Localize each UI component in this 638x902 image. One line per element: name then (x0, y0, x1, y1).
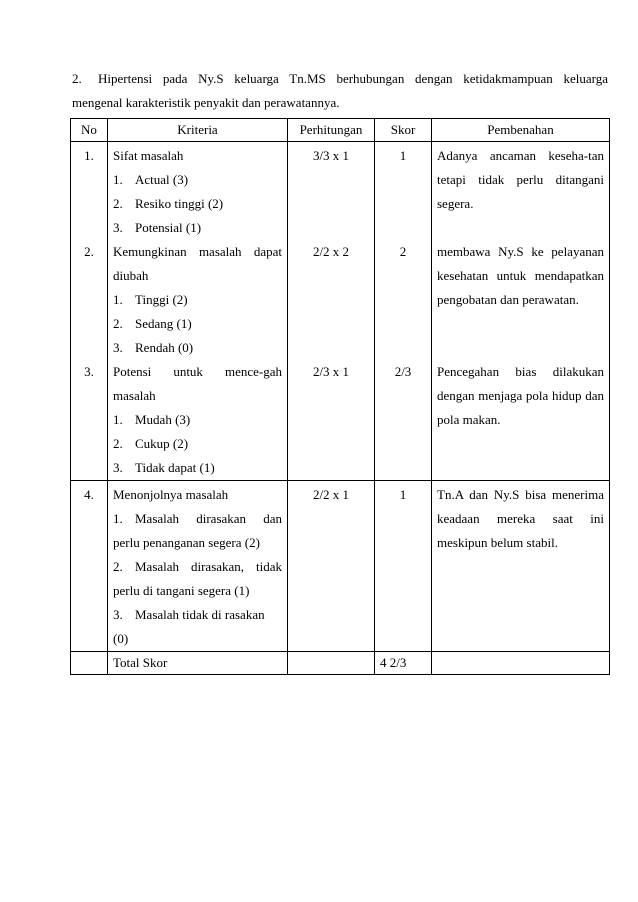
list-item: 3. Potensial (1) (113, 220, 202, 235)
calc-value: 2/3 x 1 (312, 364, 350, 379)
list-item: 3. Tidak dapat (1) (113, 460, 215, 475)
no-cell (71, 142, 108, 481)
calc-value: 2/2 x 2 (312, 244, 350, 259)
calc-value: 2/2 x 1 (312, 487, 350, 502)
criteria-title: Kemungkinan masalah dapat (113, 244, 282, 259)
table-row-4 (71, 481, 610, 652)
score-value: 1 (399, 487, 407, 502)
criteria-title-cont: diubah (113, 268, 149, 283)
note-line: membawa Ny.S ke pelayanan (437, 244, 604, 259)
header-pembenahan: Pembenahan (432, 119, 610, 142)
row-number: 2. (84, 244, 94, 259)
list-item: 1. Actual (3) (113, 172, 189, 187)
row-number: 4. (84, 487, 94, 502)
calc-value: 3/3 x 1 (312, 148, 350, 163)
note-line: segera. (437, 196, 474, 211)
total-label: Total Skor (108, 652, 288, 675)
total-calc-cell (288, 652, 375, 675)
score-cell (375, 481, 432, 652)
criteria-title-cont: masalah (113, 388, 156, 403)
note-line: kesehatan untuk mendapatkan (437, 268, 604, 283)
intro-text-1: Hipertensi pada Ny.S keluarga Tn.MS berhubungan dengan ketidakmampuan keluarga (98, 71, 608, 86)
list-item: 2. Sedang (1) (113, 316, 192, 331)
total-note-cell (432, 652, 610, 675)
note-cell (432, 481, 610, 652)
criteria-title: Sifat masalah (113, 148, 184, 163)
criteria-cell (108, 481, 288, 652)
table-header-row (71, 119, 610, 142)
header-skor: Skor (375, 119, 432, 142)
note-line: keadaan mereka saat ini (437, 511, 604, 526)
header-kriteria: Kriteria (108, 119, 288, 142)
criteria-title: Potensi untuk mence-gah (113, 364, 282, 379)
criteria-cell (108, 142, 288, 481)
note-line: Adanya ancaman keseha-tan (437, 148, 604, 163)
note-line: Tn.A dan Ny.S bisa menerima (437, 487, 604, 502)
table-total-row (71, 652, 610, 675)
intro-paragraph (72, 67, 608, 115)
row-number: 1. (84, 148, 94, 163)
note-line: Pencegahan bias dilakukan (437, 364, 604, 379)
list-item: 1. Tinggi (2) (113, 292, 188, 307)
header-no: No (71, 119, 108, 142)
note-line: tetapi tidak perlu ditangani (437, 172, 604, 187)
intro-number: 2. (72, 71, 82, 86)
list-item: 2. Masalah dirasakan, tidak perlu di tangani segera (1) (113, 559, 282, 598)
note-line: dengan menjaga pola hidup dan (437, 388, 604, 403)
list-item: 2. Cukup (2) (113, 436, 189, 451)
scoring-table (70, 118, 610, 675)
total-value: 4 2/3 (375, 652, 432, 675)
intro-line-1 (72, 67, 608, 91)
list-item: 3. Rendah (0) (113, 340, 194, 355)
note-line: meskipun belum stabil. (437, 535, 558, 550)
no-cell (71, 481, 108, 652)
row-number: 3. (84, 364, 94, 379)
total-no-cell (71, 652, 108, 675)
score-value: 2 (399, 244, 407, 259)
list-item: 3. Masalah tidak di rasakan (0) (113, 607, 265, 646)
note-cell (432, 142, 610, 481)
score-value: 2/3 (394, 364, 412, 379)
note-line: pengobatan dan perawatan. (437, 292, 579, 307)
table-body-rows-1-3 (71, 142, 610, 481)
criteria-title: Menonjolnya masalah (113, 487, 229, 502)
score-cell (375, 142, 432, 481)
note-line: pola makan. (437, 412, 501, 427)
calc-cell (288, 481, 375, 652)
header-perhitungan: Perhitungan (288, 119, 375, 142)
list-item: 2. Resiko tinggi (2) (113, 196, 224, 211)
list-item: 1. Mudah (3) (113, 412, 191, 427)
list-item: 1. Masalah dirasakan dan perlu penanganan segera (2) (113, 511, 282, 550)
calc-cell (288, 142, 375, 481)
intro-line-2: mengenal karakteristik penyakit dan perawatannya. (72, 95, 340, 110)
score-value: 1 (399, 148, 407, 163)
